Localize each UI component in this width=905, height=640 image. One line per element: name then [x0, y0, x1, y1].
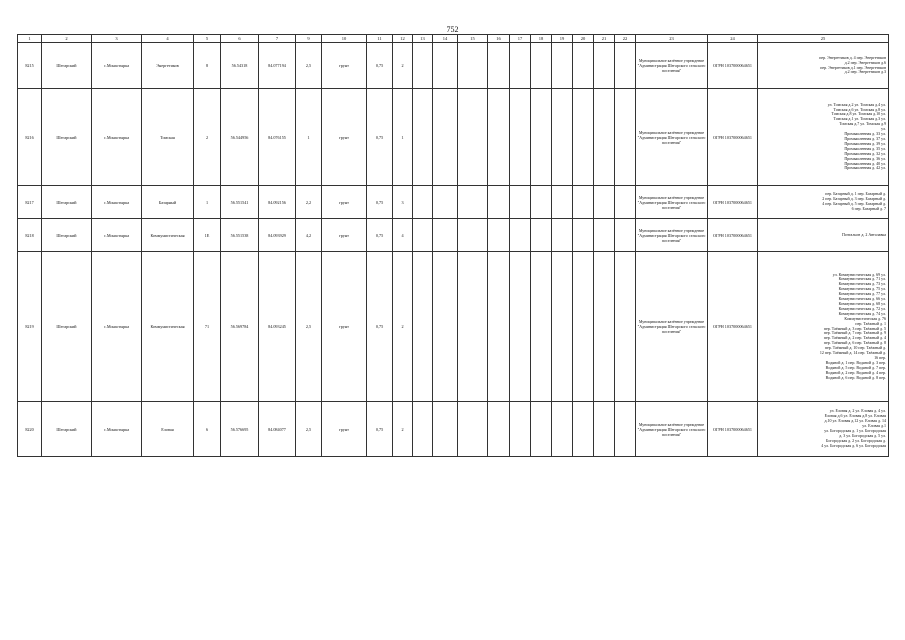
address-line: Коммунистическая д. 71 ул.: [838, 276, 886, 282]
cell-count: 1: [393, 89, 413, 186]
cell-empty: [594, 402, 615, 457]
cell-area: 4,2: [296, 219, 322, 252]
cell-empty: [552, 252, 573, 402]
cell-empty: [413, 186, 433, 219]
cell-empty: [531, 43, 552, 89]
cell-ogrn: ОГРН 1037000064651: [708, 89, 758, 186]
address-line: д.2 пер. Энергетиков д.3: [844, 69, 886, 75]
cell-lat: 56.551538: [221, 219, 259, 252]
cell-ogrn: ОГРН 1037000064651: [708, 186, 758, 219]
address-line: Водяной д. 2 пер. Водяной д. 4 пер.: [825, 369, 886, 375]
cell-area: 2,5: [296, 43, 322, 89]
cell-empty: [573, 186, 594, 219]
table-row: [18, 219, 889, 252]
cell-volume: 0,75: [367, 186, 393, 219]
cell-volume: 0,75: [367, 252, 393, 402]
header-cell: 24: [708, 35, 758, 43]
cell-district: Шегарский: [42, 89, 92, 186]
cell-empty: [413, 252, 433, 402]
cell-empty: [433, 402, 458, 457]
cell-empty: [594, 89, 615, 186]
cell-lon: 84.076155: [259, 89, 296, 186]
cell-org: Муниципальное казённое учреждение "Администрация Шегарского сельского поселения": [636, 43, 708, 89]
cell-addresses: [758, 186, 889, 219]
cell-empty: [573, 252, 594, 402]
table-row: [18, 186, 889, 219]
cell-empty: [433, 186, 458, 219]
cell-lat: 56.569784: [221, 252, 259, 402]
address-line: 16 пер.: [874, 354, 886, 360]
address-line: Промышленная д. 40 ул.: [844, 160, 886, 166]
cell-empty: [510, 186, 531, 219]
cell-lon: 84.077194: [259, 43, 296, 89]
registry-table: [17, 34, 889, 457]
cell-lat: 56.576695: [221, 402, 259, 457]
cell-empty: [413, 89, 433, 186]
cell-settlement: с.Монастырка: [92, 252, 142, 402]
address-line: Томская д.1 ул. Томская д.3 ул.: [833, 116, 886, 122]
address-line: Водяной д. 1 пер. Водяной д. 3 пер.: [825, 359, 886, 365]
cell-settlement: с.Монастырка: [92, 219, 142, 252]
address-line: пер. Базарный д. 1 пер. Базарный д.: [825, 191, 886, 197]
cell-empty: [615, 402, 636, 457]
cell-area: 2,5: [296, 252, 322, 402]
cell-empty: [531, 186, 552, 219]
cell-empty: [531, 219, 552, 252]
cell-district: Шегарский: [42, 186, 92, 219]
address-line: Промышленная д. 33 ул.: [844, 131, 886, 137]
cell-empty: [594, 186, 615, 219]
cell-area: 2,2: [296, 186, 322, 219]
cell-lon: 84.084077: [259, 402, 296, 457]
cell-empty: [488, 89, 510, 186]
address-line: д.10 ул. Еловая д.12 ул. Еловая д. 14: [824, 418, 886, 424]
address-line: 4 ул. Богородская д. 6 ул. Богородская: [821, 442, 886, 448]
cell-empty: [573, 43, 594, 89]
cell-empty: [433, 252, 458, 402]
cell-num: 8215: [18, 43, 42, 89]
header-cell: 21: [594, 35, 615, 43]
cell-org: Муниципальное казённое учреждение "Администрация Шегарского сельского поселения": [636, 252, 708, 402]
cell-volume: 0,75: [367, 402, 393, 457]
cell-empty: [413, 219, 433, 252]
cell-street: Базарный: [142, 186, 194, 219]
address-line: Богородская д. 2 ул. Богородская д.: [826, 437, 886, 443]
cell-count: 2: [393, 252, 413, 402]
cell-district: Шегарский: [42, 402, 92, 457]
header-cell: 25: [758, 35, 889, 43]
cell-empty: [573, 89, 594, 186]
address-line: Водяной д. 5 пер. Водяной д. 7 пер.: [825, 364, 886, 370]
table-row: [18, 252, 889, 402]
cell-volume: 0,75: [367, 43, 393, 89]
header-cell: 6: [221, 35, 259, 43]
cell-empty: [594, 43, 615, 89]
cell-empty: [458, 186, 488, 219]
address-line: Промышленная д. 42 ул.: [844, 165, 886, 171]
header-cell: 3: [92, 35, 142, 43]
cell-ogrn: ОГРН 1037000064651: [708, 219, 758, 252]
cell-empty: [458, 402, 488, 457]
address-line: Еловая д.6 ул. Еловая д.8 ул. Еловая: [824, 413, 886, 419]
cell-empty: [510, 252, 531, 402]
address-line: 12 пер. Таёжный д. 14 пер. Таёжный д.: [819, 350, 886, 356]
cell-volume: 0,75: [367, 89, 393, 186]
cell-org: Муниципальное казённое учреждение "Администрация Шегарского сельского поселения": [636, 402, 708, 457]
cell-count: 4: [393, 219, 413, 252]
cell-empty: [458, 89, 488, 186]
address-line: 2 пер. Базарный д. 3 пер. Базарный д.: [822, 196, 886, 202]
header-cell: 22: [615, 35, 636, 43]
cell-empty: [552, 402, 573, 457]
cell-surface: грунт: [322, 89, 367, 186]
cell-empty: [488, 219, 510, 252]
cell-settlement: с.Монастырка: [92, 89, 142, 186]
cell-house: 71: [194, 252, 221, 402]
cell-num: 8220: [18, 402, 42, 457]
cell-empty: [615, 89, 636, 186]
cell-addresses: [758, 252, 889, 402]
cell-settlement: с.Монастырка: [92, 402, 142, 457]
address-line: Коммунистическая д. 77 ул.: [838, 291, 886, 297]
cell-empty: [531, 252, 552, 402]
cell-count: 2: [393, 43, 413, 89]
header-cell: 16: [488, 35, 510, 43]
address-line: Коммунистическая д. 73 ул.: [838, 281, 886, 287]
address-line: Промышленная д. 36 ул.: [844, 155, 886, 161]
cell-empty: [413, 402, 433, 457]
address-line: Промышленная д. 39 ул.: [844, 140, 886, 146]
cell-count: 3: [393, 186, 413, 219]
cell-addresses: [758, 402, 889, 457]
address-line: пер. Энергетиков д. 4 пер. Энергетиков: [819, 54, 886, 60]
address-line: пер. Таёжный д. 1: [855, 320, 886, 326]
cell-empty: [413, 43, 433, 89]
address-line: д.2 пер. Энергетиков д.6: [844, 59, 886, 65]
address-line: Коммунистическая д. 68 ул.: [838, 300, 886, 306]
address-line: Водяной д. 6 пер. Водяной д. 8 пер.: [825, 374, 886, 380]
cell-empty: [615, 186, 636, 219]
address-line: 6 пер. Базарный д. 7: [851, 205, 886, 211]
cell-lat: 56.551541: [221, 186, 259, 219]
cell-empty: [552, 89, 573, 186]
cell-addresses: [758, 219, 889, 252]
address-line: Промышленная д. 32 ул.: [844, 150, 886, 156]
cell-empty: [573, 219, 594, 252]
cell-street: Энергетиков: [142, 43, 194, 89]
header-cell: 17: [510, 35, 531, 43]
header-cell: 1: [18, 35, 42, 43]
cell-empty: [488, 252, 510, 402]
header-cell: 14: [433, 35, 458, 43]
cell-empty: [510, 219, 531, 252]
cell-street: Еловая: [142, 402, 194, 457]
address-line: ул. Томская д.2 ул. Томская д.4 ул.: [827, 101, 886, 107]
cell-lon: 84.093245: [259, 252, 296, 402]
cell-empty: [615, 219, 636, 252]
cell-surface: грунт: [322, 219, 367, 252]
cell-empty: [433, 89, 458, 186]
address-line: 4 пер. Базарный д. 5 пер. Базарный д.: [822, 201, 886, 206]
header-cell: 15: [458, 35, 488, 43]
cell-addresses: [758, 43, 889, 89]
header-cell: 9: [296, 35, 322, 43]
cell-org: Муниципальное казённое учреждение "Администрация Шегарского сельского поселения": [636, 186, 708, 219]
header-cell: 20: [573, 35, 594, 43]
address-line: д. 3 ул. Богородская д. 5 ул.: [839, 432, 886, 438]
cell-lon: 84.093929: [259, 219, 296, 252]
address-line: ул. Еловая д. 2 ул. Еловая д. 4 ул.: [829, 408, 886, 414]
address-line: Коммунистическая д. 76: [844, 315, 886, 321]
cell-volume: 0,75: [367, 219, 393, 252]
address-line: Промышленная д. 37 ул.: [844, 136, 886, 141]
cell-empty: [458, 43, 488, 89]
address-line: пер. Таёжный д. 2 пер. Таёжный д. 4: [823, 335, 886, 341]
cell-surface: грунт: [322, 402, 367, 457]
address-line: Коммунистическая д. 75 ул.: [838, 286, 886, 292]
address-line: ул.: [881, 126, 886, 132]
address-line: Коммунистическая д. 72 ул.: [838, 305, 886, 311]
cell-addresses: [758, 89, 889, 186]
cell-num: 8216: [18, 89, 42, 186]
address-line: Промышленная д. 35 ул.: [844, 145, 886, 151]
cell-house: 8: [194, 43, 221, 89]
header-cell: 4: [142, 35, 194, 43]
header-cell: 12: [393, 35, 413, 43]
header-cell: 23: [636, 35, 708, 43]
cell-house: 1Е: [194, 219, 221, 252]
header-cell: 19: [552, 35, 573, 43]
table-row: [18, 89, 889, 186]
cell-num: 8219: [18, 252, 42, 402]
cell-empty: [552, 186, 573, 219]
cell-empty: [552, 219, 573, 252]
cell-ogrn: ОГРН 1037000064651: [708, 402, 758, 457]
address-line: ул. Еловая д.1: [862, 423, 886, 429]
cell-district: Шегарский: [42, 43, 92, 89]
address-line: ул. Коммунистическая д. 69 ул.: [832, 271, 886, 277]
address-line: Коммунистическая д. 74 ул.: [838, 310, 886, 316]
cell-empty: [594, 252, 615, 402]
cell-lat: 56.54318: [221, 43, 259, 89]
address-line: пер. Таёжный д. 10 пер. Таёжный д.: [824, 345, 886, 351]
cell-empty: [615, 252, 636, 402]
cell-empty: [615, 43, 636, 89]
cell-empty: [573, 402, 594, 457]
cell-lat: 56.544956: [221, 89, 259, 186]
table-row: [18, 43, 889, 89]
table-row: [18, 402, 889, 457]
cell-org: Муниципальное казённое учреждение "Администрация Шегарского сельского поселения": [636, 89, 708, 186]
header-row: [18, 35, 889, 43]
cell-empty: [510, 43, 531, 89]
cell-settlement: с.Монастырка: [92, 186, 142, 219]
cell-empty: [594, 219, 615, 252]
cell-empty: [531, 402, 552, 457]
cell-district: Шегарский: [42, 252, 92, 402]
address-line: Коммунистическая д. 66 ул.: [838, 296, 886, 302]
cell-surface: грунт: [322, 43, 367, 89]
cell-lon: 84.092156: [259, 186, 296, 219]
cell-empty: [488, 43, 510, 89]
cell-empty: [510, 402, 531, 457]
address-line: Почтальон д. 2 Автолавка: [841, 231, 886, 237]
cell-count: 2: [393, 402, 413, 457]
cell-house: 6: [194, 402, 221, 457]
cell-org: Муниципальное казённое учреждение "Администрация Шегарского сельского поселения": [636, 219, 708, 252]
cell-empty: [552, 43, 573, 89]
cell-ogrn: ОГРН 1037000064651: [708, 43, 758, 89]
header-cell: 11: [367, 35, 393, 43]
header-cell: 10: [322, 35, 367, 43]
cell-empty: [458, 219, 488, 252]
address-line: ул. Богородская д. 1 ул. Богородская: [824, 428, 886, 433]
cell-street: Коммунистическая: [142, 219, 194, 252]
header-cell: 13: [413, 35, 433, 43]
header-cell: 5: [194, 35, 221, 43]
cell-street: Коммунистическая: [142, 252, 194, 402]
cell-empty: [433, 43, 458, 89]
cell-house: 1: [194, 186, 221, 219]
address-line: пер. Энергетиков д.1 пер. Энергетиков: [820, 64, 886, 70]
cell-house: 2: [194, 89, 221, 186]
address-line: пер. Таёжный д. 7 пер. Таёжный д. 9: [823, 330, 886, 336]
address-line: пер. Таёжный д. 3 пер. Таёжный д. 5: [823, 325, 886, 331]
header-cell: 18: [531, 35, 552, 43]
cell-empty: [531, 89, 552, 186]
cell-district: Шегарский: [42, 219, 92, 252]
header-cell: 7: [259, 35, 296, 43]
cell-num: 8218: [18, 219, 42, 252]
cell-empty: [488, 402, 510, 457]
cell-empty: [458, 252, 488, 402]
cell-empty: [510, 89, 531, 186]
address-line: пер. Таёжный д. 6 пер. Таёжный д. 8: [823, 340, 886, 346]
cell-surface: грунт: [322, 252, 367, 402]
address-line: Томская д.8 ул. Томская д.10 ул.: [831, 111, 886, 117]
address-line: Томская д.7 ул. Томская д.9: [839, 121, 886, 127]
address-line: Томская д.6 ул. Томская д.8 ул.: [833, 106, 886, 112]
cell-area: 1: [296, 89, 322, 186]
cell-area: 2,5: [296, 402, 322, 457]
cell-empty: [433, 219, 458, 252]
page-number: 752: [446, 25, 459, 34]
cell-num: 8217: [18, 186, 42, 219]
cell-settlement: с.Монастырка: [92, 43, 142, 89]
cell-empty: [488, 186, 510, 219]
cell-street: Томская: [142, 89, 194, 186]
cell-ogrn: ОГРН 1037000064651: [708, 252, 758, 402]
cell-surface: грунт: [322, 186, 367, 219]
header-cell: 2: [42, 35, 92, 43]
